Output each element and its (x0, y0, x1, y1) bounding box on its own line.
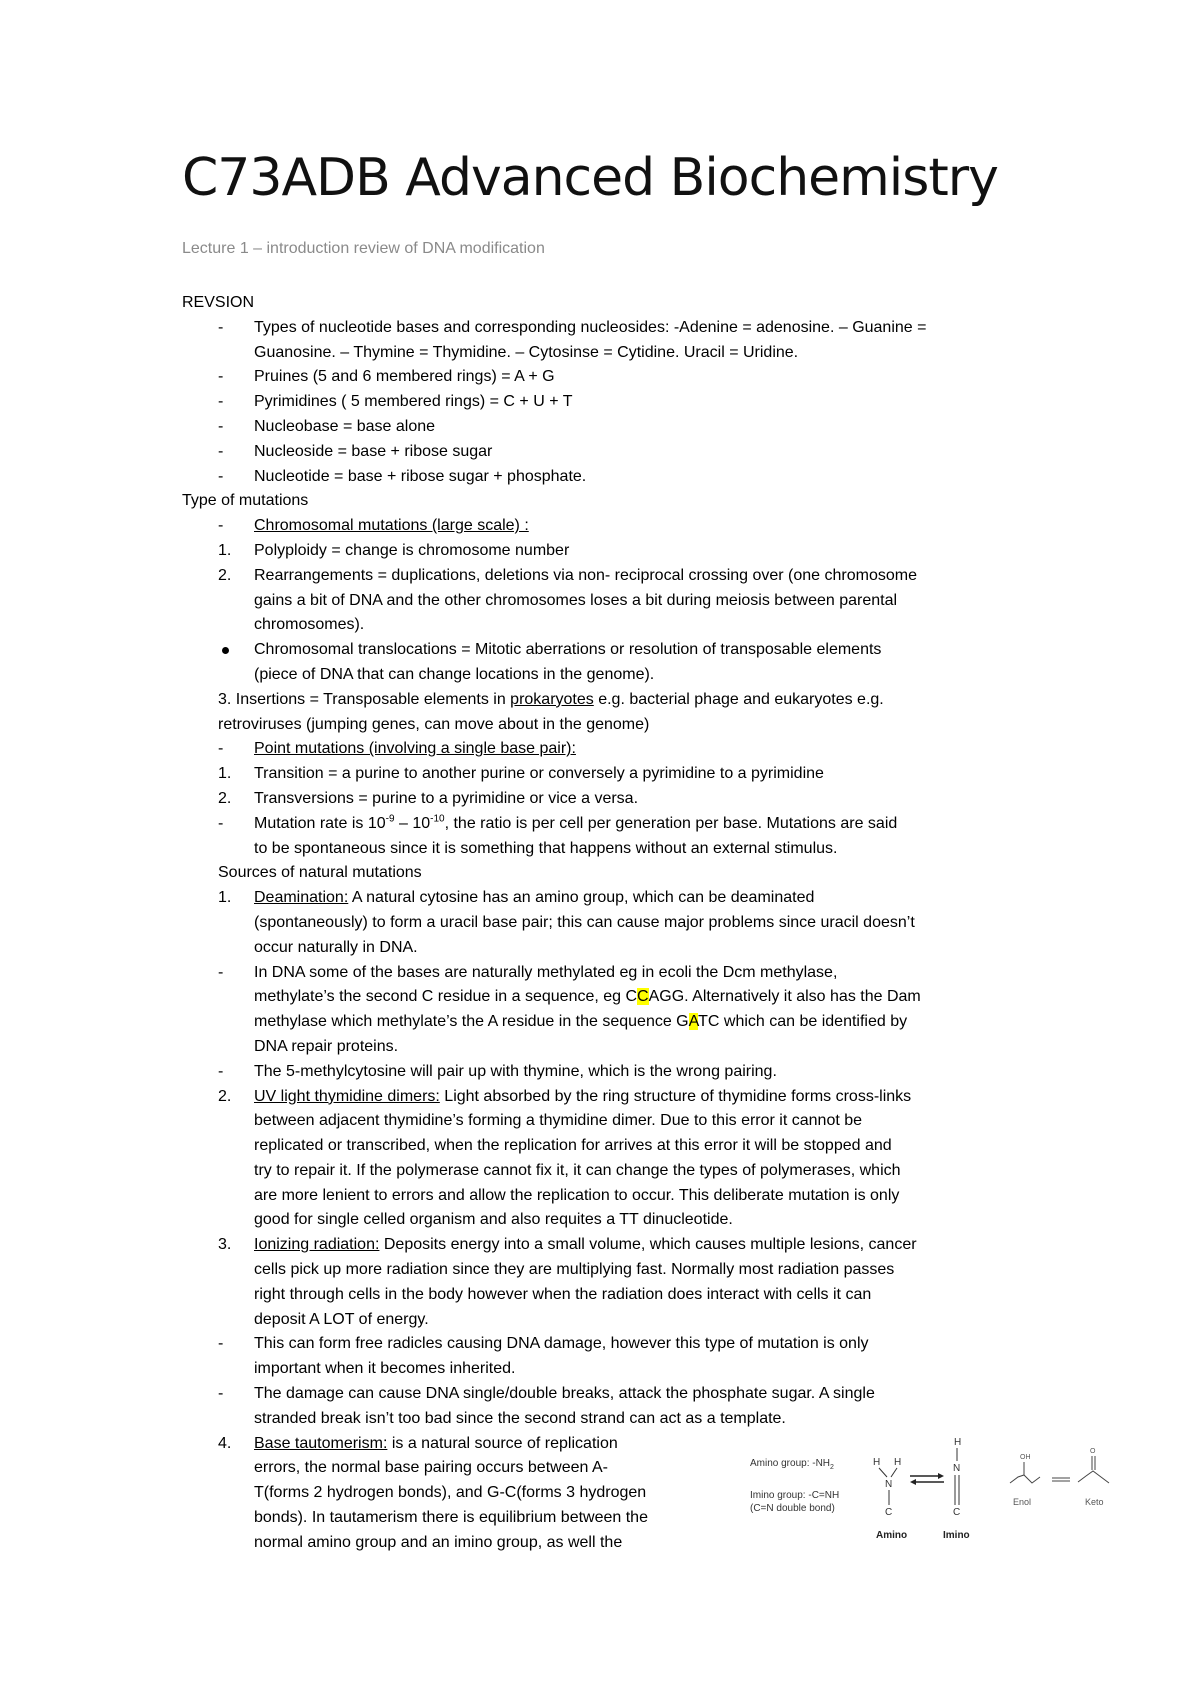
list-item-continued: important when it becomes inherited. (254, 1360, 516, 1378)
list-item: - Chromosomal mutations (large scale) : (218, 517, 529, 535)
list-item: - Point mutations (involving a single base pair): (218, 740, 576, 758)
list-item: 1. Deamination: A natural cytosine has an amino group, which can be deaminated (218, 889, 815, 907)
list-item: - This can form free radicles causing DNA damage, however this type of mutation is only (218, 1335, 869, 1353)
list-item-continued: (spontaneously) to form a uracil base pair; this can cause major problems since uracil doesn’t (254, 913, 915, 931)
list-item-continued: replicated or transcribed, when the replication for arrives at this error it will be stopped and (254, 1137, 892, 1155)
atom-n: N (885, 1479, 893, 1490)
atom-o: O (1090, 1448, 1096, 1455)
reverse-arrow-head (910, 1479, 916, 1485)
keto-chain (1078, 1471, 1109, 1483)
list-item-continued: occur naturally in DNA. (254, 938, 418, 956)
list-item-continued: good for single celled organism and also requites a TT dinucleotide. (254, 1211, 733, 1229)
atom-c: C (885, 1507, 893, 1518)
mutations-heading: Type of mutations (182, 492, 309, 510)
forward-arrow-head (938, 1473, 944, 1479)
list-item-continued: DNA repair proteins. (254, 1037, 399, 1055)
lecture-subtitle: Lecture 1 – introduction review of DNA modification (182, 240, 545, 257)
list-item-continued: normal amino group and an imino group, as well the (254, 1533, 623, 1551)
list-item: - Mutation rate is $10^{-9} - 10^{-10}$, the ratio is per cell per generation per base. Mutations are said (218, 813, 898, 832)
list-item-continued: chromosomes). (254, 616, 365, 634)
list-item: - Nucleotide = base + ribose sugar + phosphate. (218, 467, 587, 485)
list-item-continued: to be spontaneous since it is something that happens without an external stimulus. (254, 839, 838, 857)
list-item: - Pyrimidines ( 5 membered rings) = C + U + T (218, 393, 573, 411)
list-item: - Nucleobase = base alone (218, 417, 436, 435)
bond-line (891, 1468, 897, 1477)
bullet-icon (222, 647, 229, 654)
list-item-continued: right through cells in the body however when the radiation does interact with cells it can (254, 1285, 872, 1303)
list-item: - Types of nucleotide bases and corresponding nucleosides: -Adenine = adenosine. – Guanine = (218, 318, 927, 336)
list-item: 2. Transversions = purine to a pyrimidine or vice a versa. (218, 789, 639, 807)
list-item-continued: try to repair it. If the polymerase cannot fix it, it can change the types of polymerases, which (254, 1161, 901, 1179)
list-item: 4. Base tautomerism: is a natural source of replication (218, 1434, 618, 1452)
list-item: 2. UV light thymidine dimers: Light absorbed by the ring structure of thymidine forms cross-links (218, 1087, 912, 1105)
atom-c: C (953, 1507, 961, 1518)
amino-label: Amino (876, 1530, 908, 1541)
bullet-item: Chromosomal translocations = Mitotic aberrations or resolution of transposable elements (182, 638, 1032, 663)
atom-oh: OH (1020, 1454, 1031, 1461)
list-item: - The 5-methylcytosine will pair up with thymine, which is the wrong pairing. (218, 1062, 777, 1080)
list-item-continued: deposit A LOT of energy. (254, 1310, 429, 1328)
page-title: C73ADB Advanced Biochemistry (182, 148, 998, 208)
list-item-continued: T(forms 2 hydrogen bonds), and G-C(forms 3 hydrogen (254, 1484, 647, 1502)
highlight-c: C (637, 988, 649, 1006)
imino-note-label: (C=N double bond) (750, 1503, 835, 1514)
list-item: 1. Polyploidy = change is chromosome number (218, 541, 570, 559)
imino-group-label: Imino group: -C=NH (750, 1490, 840, 1501)
list-item-continued: errors, the normal base pairing occurs between A- (254, 1459, 608, 1477)
list-item: - Nucleoside = base + ribose sugar (218, 442, 493, 460)
list-item-continued: are more lenient to errors and allow the replication to occur. This deliberate mutation is only (254, 1186, 900, 1204)
atom-h: H (954, 1437, 962, 1448)
atom-h: H (894, 1457, 902, 1468)
list-item-continued: methylase which methylate’s the A residue in the sequence GATC which can be identified by (254, 1013, 908, 1031)
highlight-a: A (688, 1013, 699, 1031)
atom-n: N (953, 1463, 961, 1474)
amino-group-label: Amino group: $-NH_2$ (750, 1458, 834, 1471)
tautomerism-figure (748, 1435, 1128, 1545)
list-item: - Pruines (5 and 6 membered rings) = A + G (218, 368, 555, 386)
list-item: - The damage can cause DNA single/double breaks, attack the phosphate sugar. A single (218, 1385, 875, 1403)
list-item: 2. Rearrangements = duplications, deletions via non- reciprocal crossing over (one chromosome (218, 566, 917, 584)
list-item-continued: gains a bit of DNA and the other chromosomes loses a bit during meiosis between parental (254, 591, 898, 609)
list-item-continued: bonds). In tautamerism there is equilibrium between the (254, 1509, 648, 1527)
list-item-continued: between adjacent thymidine’s forming a thymidine dimer. Due to this error it cannot be (254, 1112, 863, 1130)
list-item: - In DNA some of the bases are naturally methylated eg in ecoli the Dcm methylase, (218, 963, 838, 981)
enol-label: Enol (1013, 1497, 1032, 1507)
imino-label: Imino (943, 1530, 970, 1541)
list-item-continued: (piece of DNA that can change locations in the genome). (254, 665, 655, 683)
sources-heading: Sources of natural mutations (218, 864, 422, 882)
list-item: 3. Ionizing radiation: Deposits energy into a small volume, which causes multiple lesions, cancer (218, 1236, 917, 1254)
atom-h: H (873, 1457, 881, 1468)
list-item-continued: methylate’s the second C residue in a sequence, eg CCAGG. Alternatively it also has the Dam (254, 988, 921, 1006)
bond-line (879, 1468, 887, 1477)
insertions-line-continued: retroviruses (jumping genes, can move about in the genome) (218, 715, 650, 733)
list-item-continued: stranded break isn’t too bad since the second strand can act as a template. (254, 1409, 786, 1427)
enol-chain (1010, 1475, 1040, 1483)
list-item-continued: Guanosine. – Thymine = Thymidine. – Cytosinse = Cytidine. Uracil = Uridine. (254, 343, 799, 361)
insertions-line: 3. Insertions = Transposable elements in prokaryotes e.g. bacterial phage and eukaryotes e.g. (218, 690, 884, 708)
revision-heading: REVSION (182, 294, 255, 311)
keto-label: Keto (1085, 1497, 1104, 1507)
list-item-continued: cells pick up more radiation since they are multiplying fast. Normally most radiation passes (254, 1261, 895, 1279)
list-item: 1. Transition = a purine to another purine or conversely a pyrimidine to a pyrimidine (218, 765, 824, 783)
document-body (182, 291, 1032, 1556)
